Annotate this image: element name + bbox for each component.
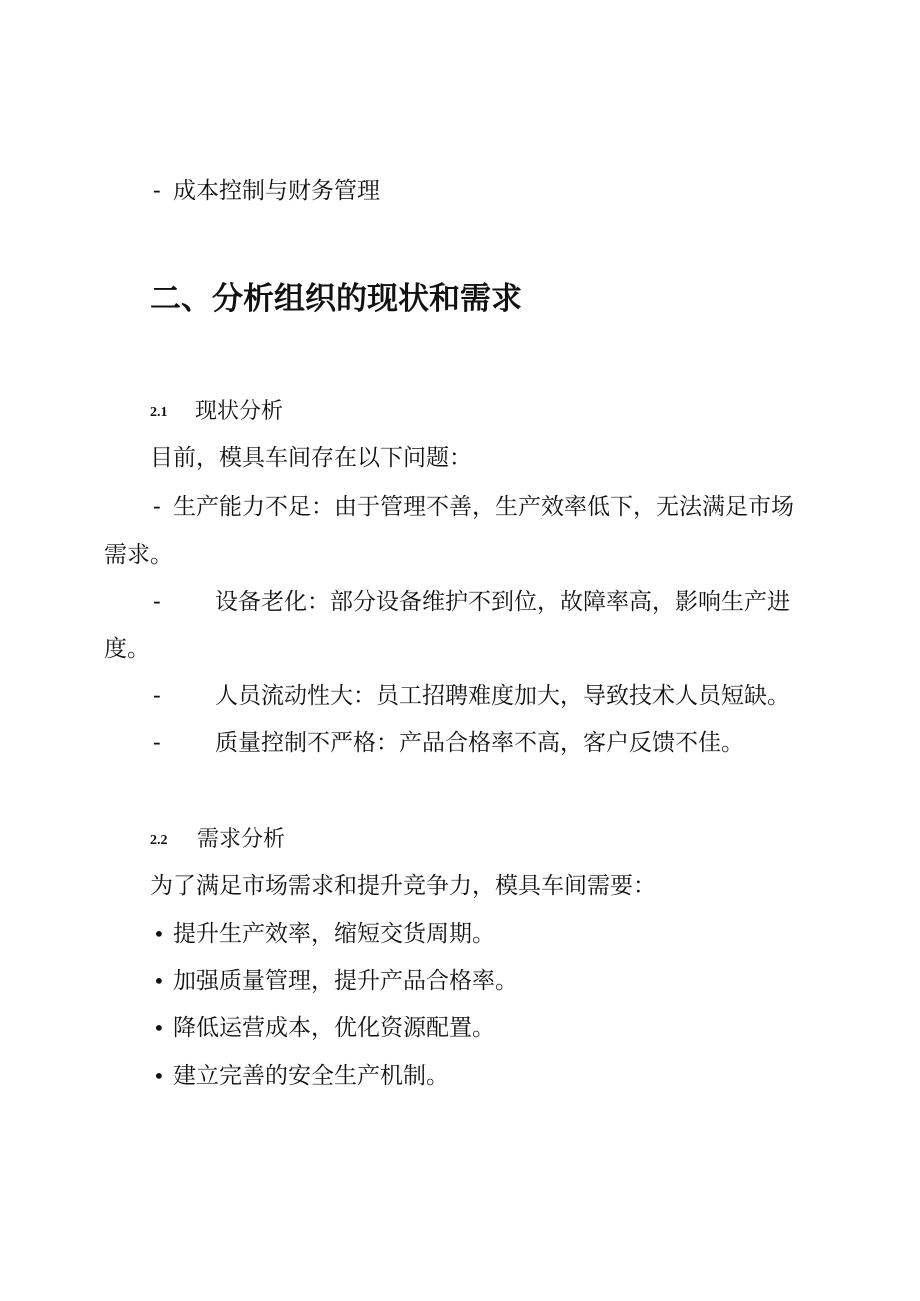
section-title: 现状分析	[195, 399, 284, 424]
issue-item: 设备老化：部分设备维护不到位，故障率高，影响生产进	[215, 589, 790, 615]
issue-item: 人员流动性大：员工招聘难度加大，导致技术人员短缺。	[215, 683, 790, 709]
list-dash: -	[153, 178, 161, 204]
need-item: 降低运营成本，优化资源配置。	[173, 1015, 495, 1041]
section-number: 2.1	[150, 405, 168, 420]
section-number: 2.2	[150, 833, 168, 848]
issue-item-continuation: 度。	[104, 636, 150, 662]
list-item-cost-control: 成本控制与财务管理	[173, 178, 380, 204]
bullet-icon: •	[153, 969, 165, 993]
list-dash: -	[153, 683, 161, 709]
issue-item: 生产能力不足：由于管理不善，生产效率低下，无法满足市场	[173, 494, 794, 520]
issue-item: 质量控制不严格：产品合格率不高，客户反馈不佳。	[215, 730, 744, 756]
section-intro: 目前，模具车间存在以下问题：	[150, 445, 472, 471]
bullet-icon: •	[153, 922, 165, 946]
need-item: 提升生产效率，缩短交货周期。	[173, 921, 495, 947]
need-item: 加强质量管理，提升产品合格率。	[173, 968, 518, 994]
section-intro: 为了满足市场需求和提升竞争力，模具车间需要：	[150, 873, 656, 899]
list-dash: -	[153, 494, 161, 520]
issue-item-continuation: 需求。	[104, 542, 173, 568]
section-title: 需求分析	[197, 827, 286, 852]
need-item: 建立完善的安全生产机制。	[173, 1063, 449, 1089]
section-heading: 二、分析组织的现状和需求	[150, 281, 522, 317]
bullet-icon: •	[153, 1016, 165, 1040]
bullet-icon: •	[153, 1064, 165, 1088]
list-dash: -	[153, 730, 161, 756]
list-dash: -	[153, 589, 161, 615]
